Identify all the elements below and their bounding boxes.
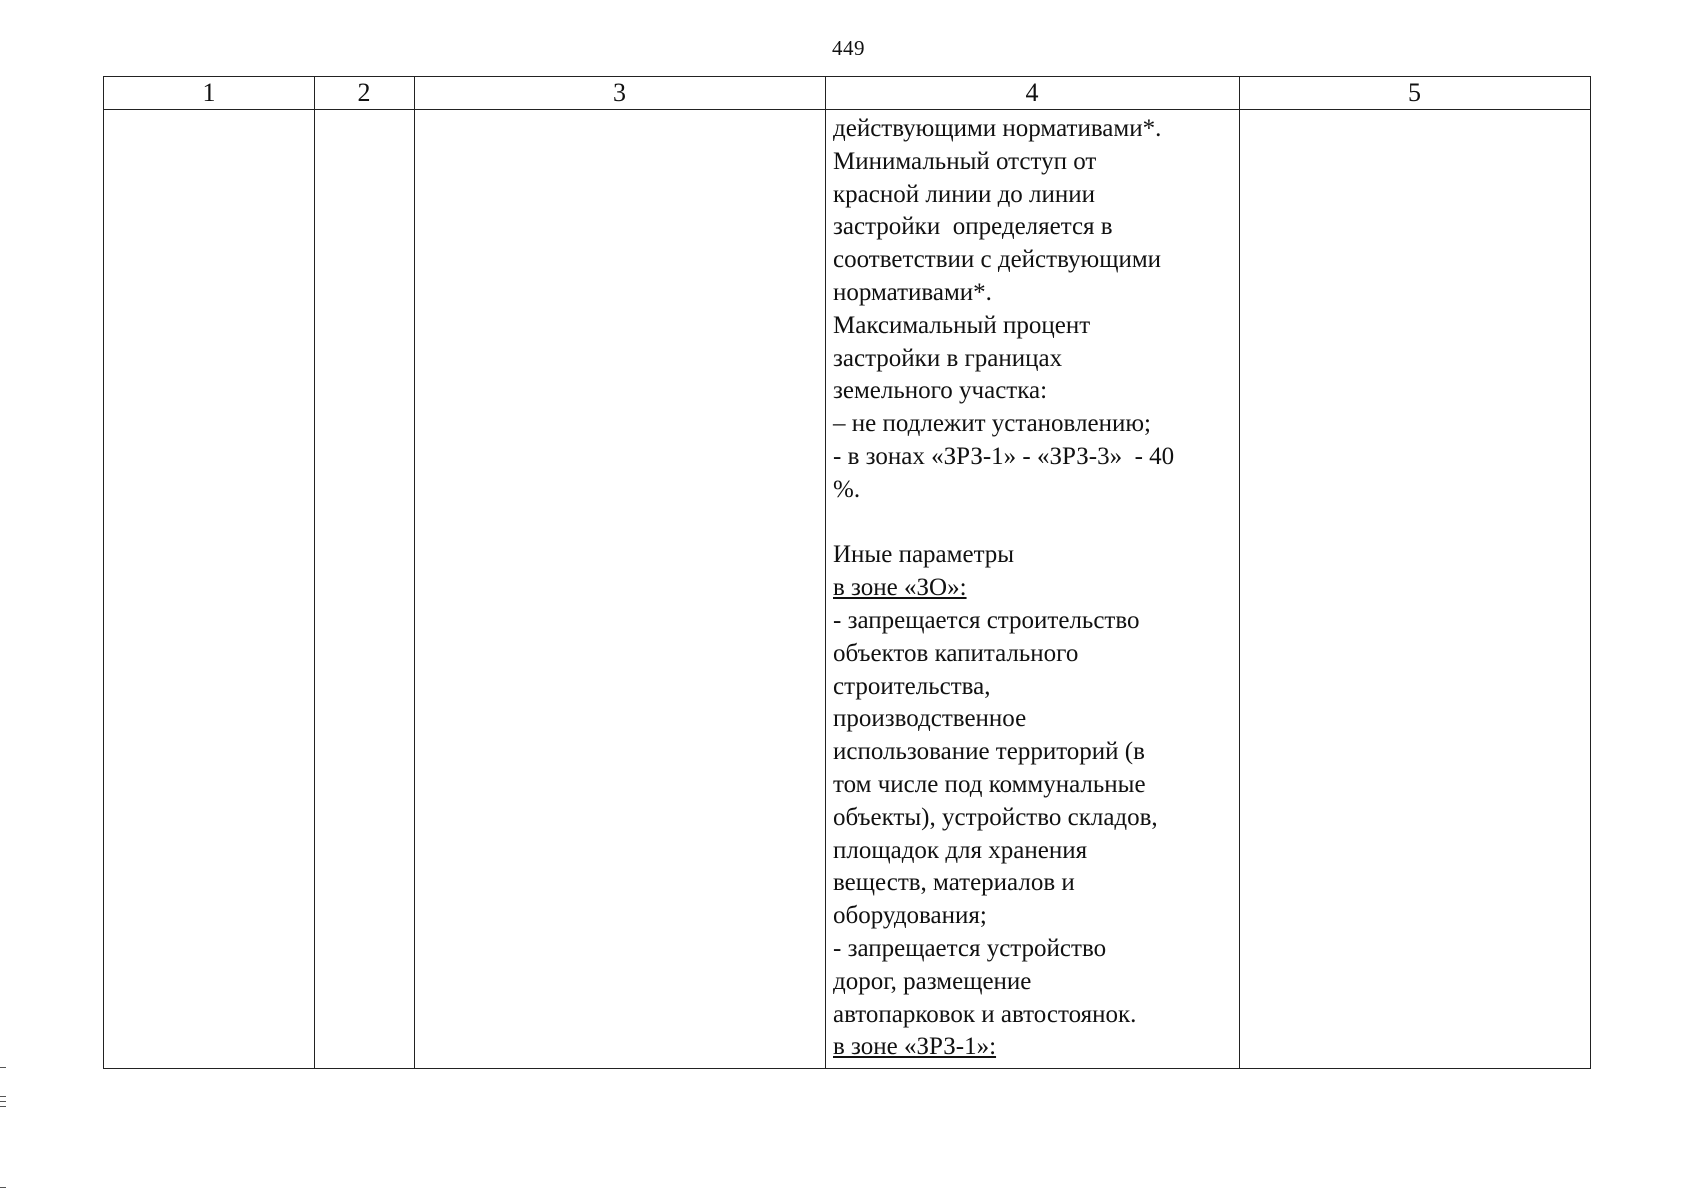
column-divider <box>314 77 315 1068</box>
text-line: – не подлежит установлению; <box>833 410 1151 438</box>
text-line: веществ, материалов и <box>833 869 1075 897</box>
column-divider <box>414 77 415 1068</box>
scan-mark <box>0 1106 6 1107</box>
text-line: объекты), устройство складов, <box>833 803 1158 831</box>
text-line: %. <box>833 475 861 503</box>
text-line: использование территорий (в <box>833 738 1145 766</box>
text-line: объектов капитального <box>833 639 1079 667</box>
text-line: производственное <box>833 705 1027 733</box>
text-line: действующими нормативами*. <box>833 115 1162 142</box>
scan-mark <box>0 1067 6 1068</box>
blank-line <box>833 507 1233 540</box>
header-divider <box>104 109 1590 110</box>
text-line: Минимальный отступ от <box>833 147 1097 175</box>
text-line: дорог, размещение <box>833 967 1032 995</box>
text-line: нормативами*. <box>833 278 992 306</box>
text-line: в зоне «ЗО»: <box>833 574 967 602</box>
text-line: Максимальный процент <box>833 311 1091 339</box>
text-line: красной линии до линии <box>833 180 1096 208</box>
header-col-1: 1 <box>202 78 216 107</box>
header-col-3: 3 <box>613 78 626 107</box>
scan-mark <box>0 1096 6 1097</box>
text-line: площадок для хранения <box>833 836 1088 864</box>
text-line: автопарковок и автостоянок. <box>833 1000 1137 1028</box>
text-line: строительства, <box>833 672 991 700</box>
regulation-table <box>103 76 1591 1069</box>
text-line: застройки определяется в <box>833 213 1113 241</box>
page-number: 449 <box>832 36 865 60</box>
header-col-4: 4 <box>1025 78 1039 107</box>
header-col-2: 2 <box>357 78 371 107</box>
text-line: земельного участка: <box>833 377 1048 405</box>
scan-mark <box>0 1187 6 1188</box>
col-4-text-cell <box>833 113 1233 1064</box>
text-line: застройки в границах <box>833 344 1063 372</box>
text-line: том числе под коммунальные <box>833 770 1146 798</box>
text-line: - в зонах «ЗРЗ-1» - «ЗРЗ-3» - 40 <box>833 442 1175 470</box>
column-divider <box>1239 77 1240 1068</box>
text-line: - запрещается устройство <box>833 934 1107 962</box>
text-line: оборудования; <box>833 902 987 930</box>
header-col-5: 5 <box>1408 78 1421 107</box>
text-line: Иные параметры <box>833 541 1015 569</box>
text-line: - запрещается строительство <box>833 606 1140 634</box>
column-divider <box>825 77 826 1068</box>
text-line: в зоне «ЗРЗ-1»: <box>833 1033 997 1061</box>
text-line: соответствии с действующими <box>833 246 1162 274</box>
scan-mark <box>0 1101 6 1102</box>
